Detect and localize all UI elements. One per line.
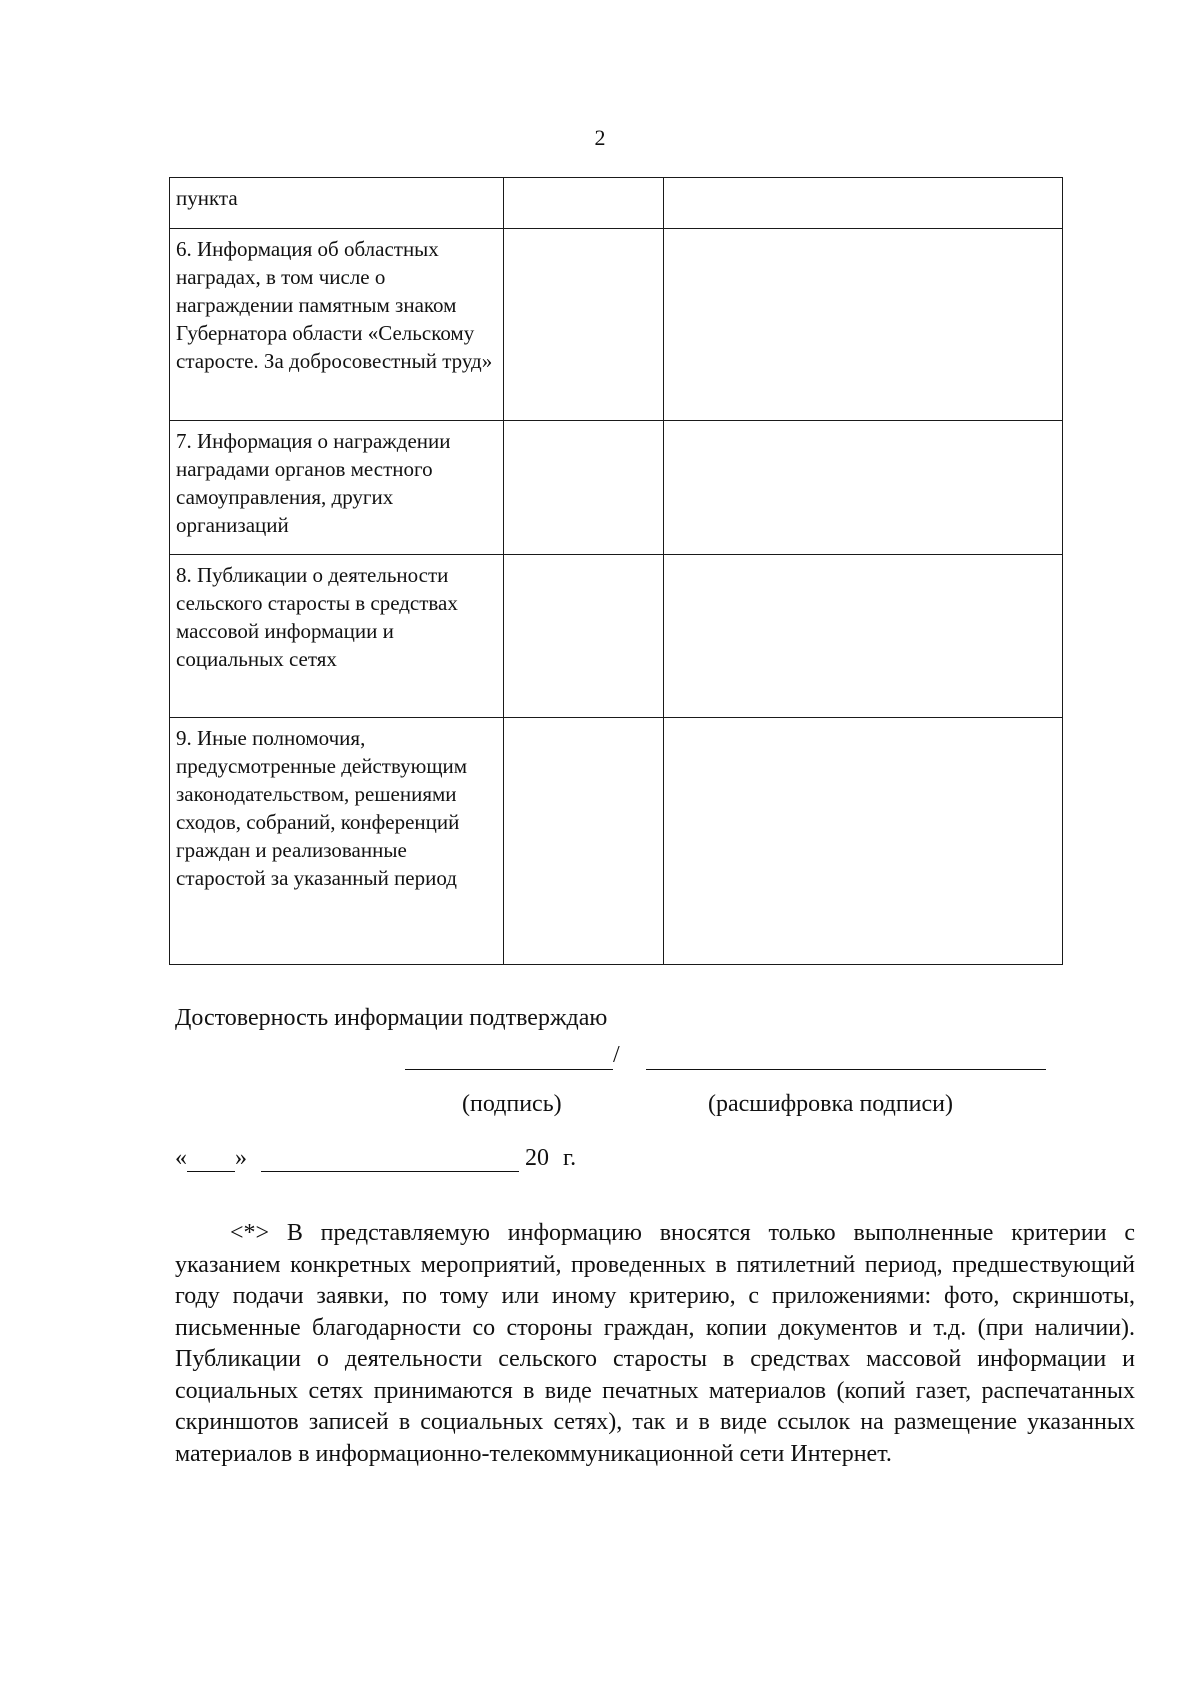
year-suffix: г. <box>563 1145 577 1171</box>
value-cell <box>664 718 1063 965</box>
value-cell <box>664 555 1063 718</box>
date-close-quote: » <box>235 1145 247 1171</box>
value-cell <box>504 229 664 421</box>
month-blank <box>261 1149 519 1172</box>
table-row <box>170 229 1063 421</box>
table-row <box>170 718 1063 965</box>
date-open-quote: « <box>175 1145 187 1171</box>
value-cell <box>664 229 1063 421</box>
confirmation-text: Достоверность информации подтверждаю <box>175 1005 608 1031</box>
table-row <box>170 178 1063 229</box>
value-cell <box>504 421 664 555</box>
footnote: <*> В представляемую информацию вносятся только выполненные критерии с указанием конкретных мероприятий, проведенных в пятилетний период, предшествующий году подачи заявки, по тому или иному критерию, с приложениями: фото, скриншоты, письменные благодарности со стороны граждан, копии документов и т.д. (при наличии). Публикации о деятельности сельского старосты в средствах массовой информации и социальных сетях принимаются в виде печатных материалов (копий газет, распечатанных скриншотов записей в социальных сетях), так и в виде ссылок на размещение указанных материалов в информационно-телекоммуникационной сети Интернет. <box>175 1220 1135 1467</box>
date-line <box>175 1145 576 1172</box>
criterion-cell: 7. Информация о награждении наградами органов местного самоуправления, других организаций <box>170 421 504 555</box>
page-number: 2 <box>594 125 606 150</box>
value-cell <box>504 555 664 718</box>
table-row <box>170 421 1063 555</box>
signature-decoding-caption: (расшифровка подписи) <box>708 1091 953 1117</box>
signature-decoding-line <box>646 1069 1046 1070</box>
value-cell <box>664 178 1063 229</box>
criterion-cell: 9. Иные полномочия, предусмотренные действующим законодательством, решениями сходов, собраний, конференций граждан и реализованные старостой за указанный период <box>170 718 504 965</box>
year-prefix: 20 <box>525 1145 549 1171</box>
criteria-table <box>169 177 1063 965</box>
value-cell <box>504 718 664 965</box>
signature-separator: / <box>613 1042 620 1068</box>
value-cell <box>664 421 1063 555</box>
signature-line <box>405 1069 613 1070</box>
criterion-cell: 6. Информация об областных наградах, в том числе о награждении памятным знаком Губернатора области «Сельскому старосте. За добросовестный труд» <box>170 229 504 421</box>
day-blank <box>187 1149 235 1172</box>
criterion-cell: пункта <box>170 178 504 229</box>
value-cell <box>504 178 664 229</box>
table-row <box>170 555 1063 718</box>
signature-caption: (подпись) <box>462 1091 562 1117</box>
criterion-cell: 8. Публикации о деятельности сельского старосты в средствах массовой информации и социальных сетях <box>170 555 504 718</box>
